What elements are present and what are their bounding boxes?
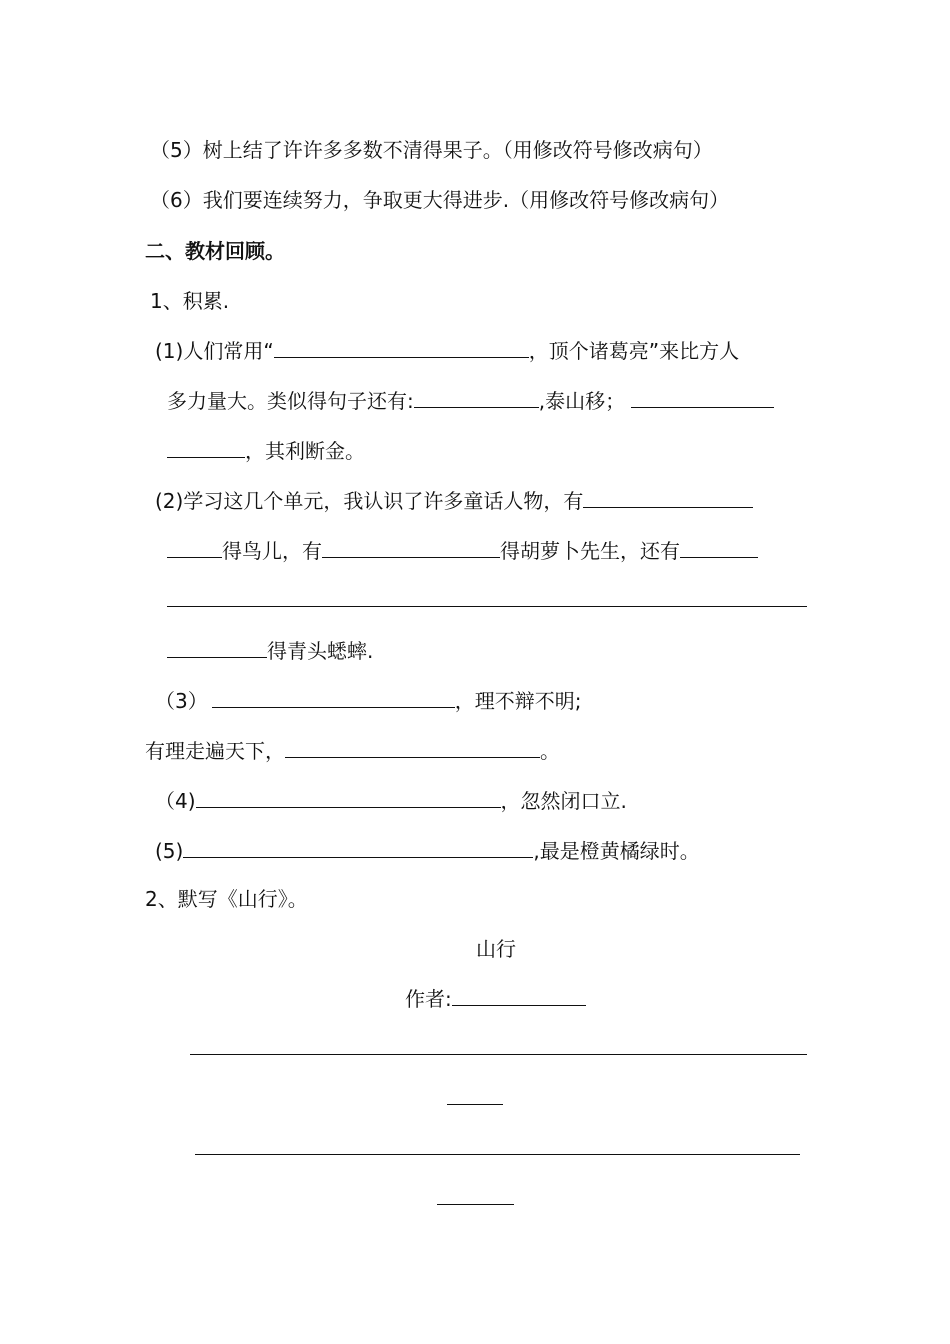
- item-3-text-c: 。: [540, 739, 560, 763]
- question-6-text: 我们要连续努力，争取更大得进步.（用修改符号修改病句）: [202, 188, 730, 212]
- item-3-text-b: 有理走遍天下，: [145, 739, 285, 763]
- item-1-text-a: (1)人们常用“: [155, 339, 274, 363]
- item-2-text-a: (2)学习这几个单元，我认识了许多童话人物，有: [155, 489, 584, 513]
- question-5-text: 树上结了许许多多数不清得果子。（用修改符号修改病句）: [202, 138, 713, 162]
- poem-line-blank[interactable]: [190, 1054, 807, 1055]
- answer-blank[interactable]: [167, 539, 222, 558]
- item-4-label: （4): [155, 789, 196, 813]
- item-2-text-b: 得鸟儿，有: [222, 539, 322, 563]
- answer-blank[interactable]: [167, 639, 267, 658]
- subsection-2-title: 2、默写《山行》。: [145, 887, 308, 911]
- item-2-line-4: [167, 638, 373, 664]
- answer-blank[interactable]: [167, 439, 245, 458]
- answer-blank[interactable]: [414, 389, 539, 408]
- poem-author-line: [405, 986, 586, 1012]
- poem-line-blank[interactable]: [437, 1204, 514, 1205]
- subsection-1-title: 1、积累.: [150, 289, 230, 313]
- item-1-line-2: [167, 388, 774, 414]
- item-1-text-d: ,泰山移；: [538, 389, 626, 413]
- question-5-label: （5）: [150, 138, 203, 162]
- answer-blank[interactable]: [183, 839, 533, 858]
- item-5-line: [155, 838, 700, 864]
- answer-blank[interactable]: [196, 789, 501, 808]
- item-4-line: [155, 788, 627, 814]
- poem-line-blank[interactable]: [447, 1104, 503, 1105]
- item-3-label: （3）: [155, 689, 208, 713]
- item-3-line-1: [155, 688, 581, 714]
- item-1-line-3: [167, 438, 365, 464]
- item-3-text: ，理不辩不明;: [454, 689, 582, 713]
- answer-blank[interactable]: [631, 389, 774, 408]
- item-1-line-1: [155, 338, 739, 364]
- poem-line-blank[interactable]: [195, 1154, 800, 1155]
- answer-blank[interactable]: [322, 539, 500, 558]
- item-5-label: (5): [155, 839, 184, 863]
- answer-blank[interactable]: [583, 489, 753, 508]
- author-label: 作者:: [405, 987, 452, 1011]
- item-1-text-e: ，其利断金。: [245, 439, 365, 463]
- question-6-label: （6）: [150, 188, 203, 212]
- item-3-line-2: [145, 738, 560, 764]
- author-blank[interactable]: [452, 987, 586, 1006]
- item-1-text-b: ，顶个诸葛亮”来比方人: [528, 339, 740, 363]
- item-1-text-c: 多力量大。类似得句子还有:: [167, 389, 414, 413]
- question-6: [150, 187, 729, 213]
- question-5: [150, 137, 713, 163]
- poem-title: 山行: [476, 937, 516, 961]
- item-2-text-c: 得胡萝卜先生，还有: [500, 539, 680, 563]
- answer-blank[interactable]: [212, 689, 455, 708]
- item-5-text: ,最是橙黄橘绿时。: [533, 839, 700, 863]
- answer-blank[interactable]: [274, 339, 529, 358]
- item-4-text: ，忽然闭口立.: [500, 789, 627, 813]
- answer-blank[interactable]: [680, 539, 758, 558]
- answer-blank-full-line[interactable]: [167, 606, 807, 607]
- answer-blank[interactable]: [285, 739, 540, 758]
- item-2-line-1: [155, 488, 753, 514]
- item-2-line-2: [167, 538, 758, 564]
- item-2-text-d: 得青头蟋蟀.: [267, 639, 374, 663]
- section-2-title: 二、教材回顾。: [145, 239, 285, 263]
